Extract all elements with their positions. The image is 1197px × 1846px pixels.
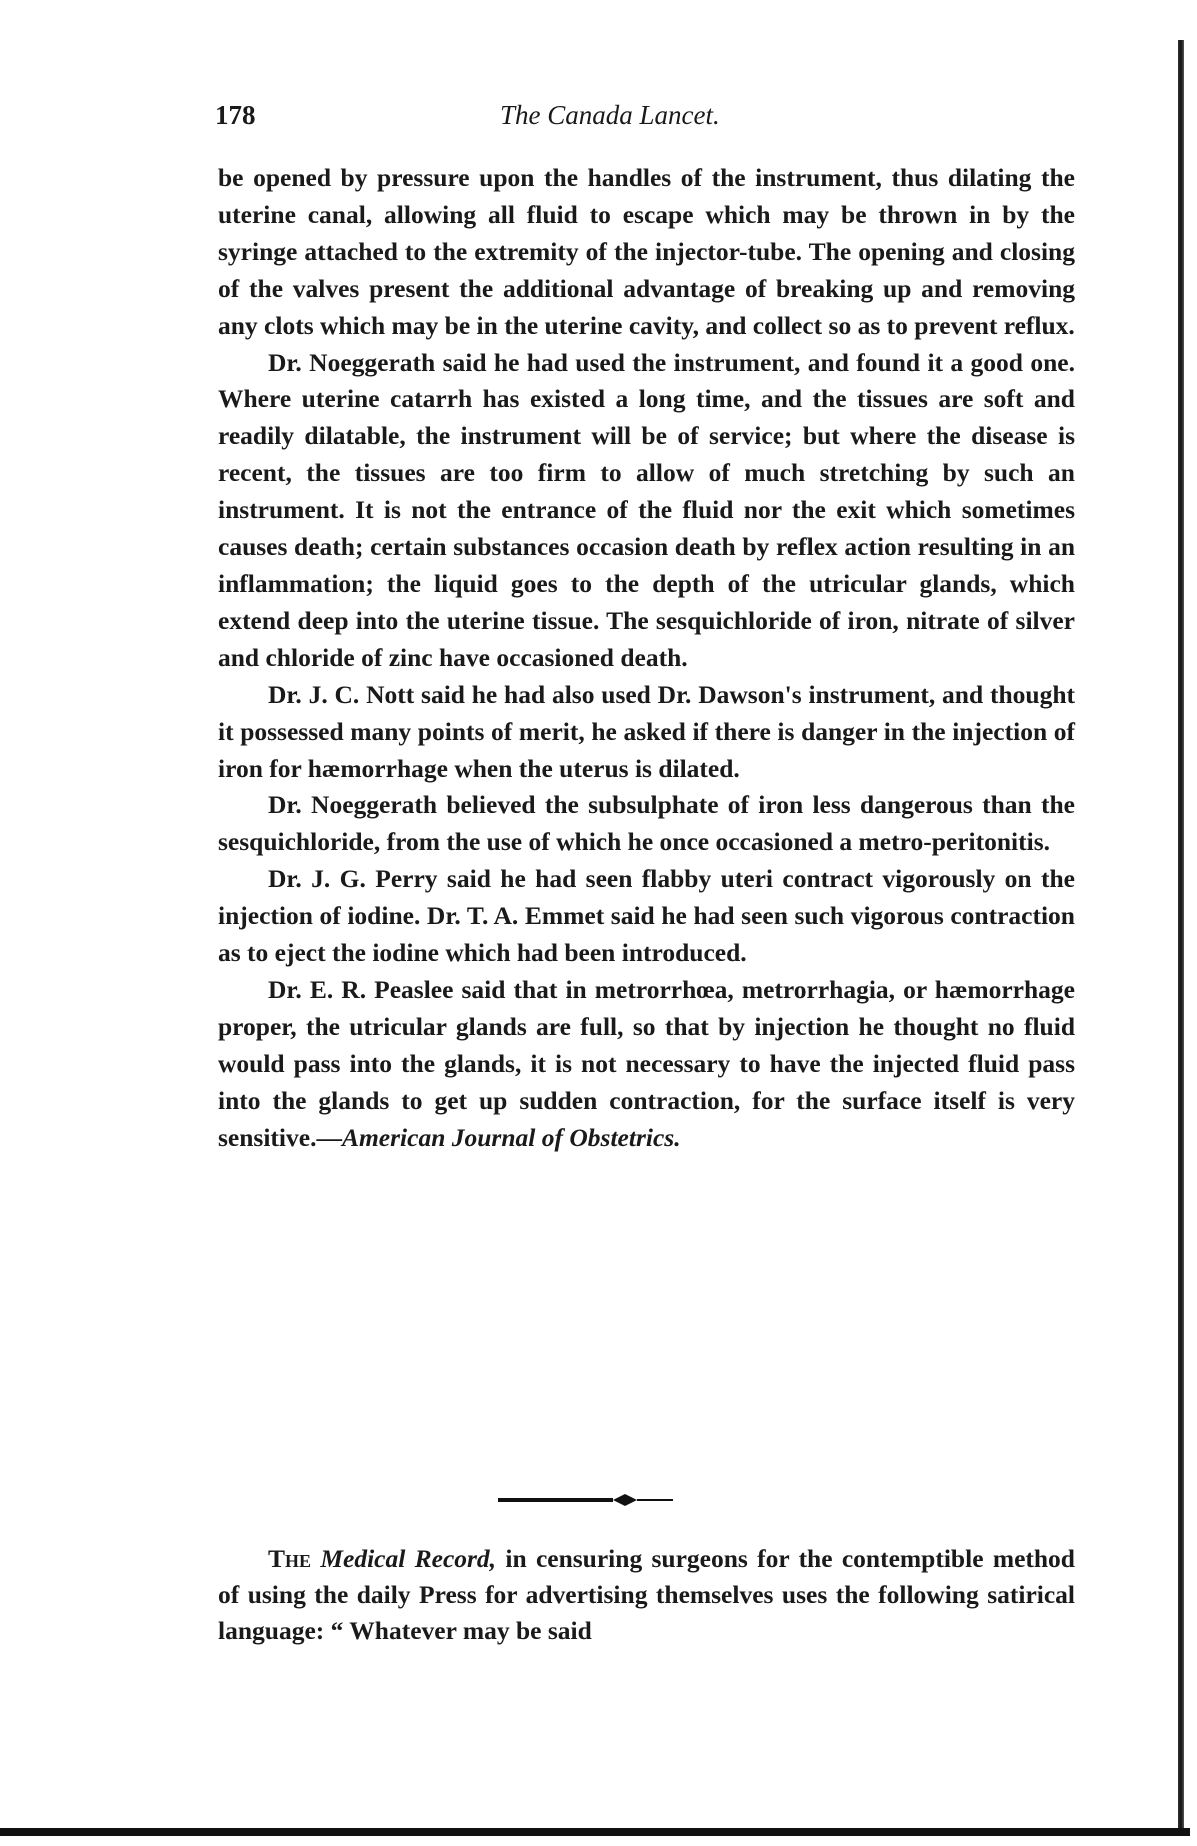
paragraph-noeggerath-reply: Dr. Noeggerath believed the subsulphate of iron less dangerous than the sesquichloride, from the use of which he once occasioned a metro-peritonitis. [218,790,1075,857]
section-divider-ornament [493,1490,793,1510]
peaslee-text: Dr. E. R. Peaslee said that in metrorrhœa, metrorrhagia, or hæmorrhage proper, the utricular glands are full, so that by injection he thought no fluid would pass into the glands, it is not necessary to have the injected fluid pass into the glands to get up sudden contraction, for the surface itself is very sensitive.— [218,974,1075,1152]
paragraph-continuation: be opened by pressure upon the handles of the instrument, thus dilating the uterine canal, allowing all fluid to escape which may be thrown in by the syringe attached to the extremity of the injector-tube. The opening and closing of the valves present the additional advantage of breaking up and removing any clots which may be in the uterine cavity, and collect so as to prevent reflux. [218,163,1075,340]
article-body [218,160,1075,1156]
page-number: 178 [215,100,256,130]
ornament-diamond [613,1494,637,1506]
bottom-edge-rule [0,1828,1190,1836]
paragraph-peaslee [218,972,1075,1157]
paragraph-perry-emmet: Dr. J. G. Perry said he had seen flabby uteri contract vigorously on the injection of iodine. Dr. T. A. Emmet said he had seen such vigorous contraction as to eject the iodine which had been introduced. [218,864,1075,968]
paragraph-medical-record [218,1541,1075,1649]
running-head [215,100,1075,140]
journal-title: The Canada Lancet. [500,100,720,130]
medical-record-text: in censuring surgeons for the contemptible method of using the daily Press for advertising themselves uses the following satirical language: “ Whatever may be said [218,1544,1075,1645]
page-edge-rule [1178,40,1184,1835]
second-article [218,1541,1075,1649]
paragraph-noeggerath: Dr. Noeggerath said he had used the instrument, and found it a good one. Where uterine catarrh has existed a long time, and the tissues are soft and readily dilatable, the instrument will be of service; but where the disease is recent, the tissues are too firm to allow of much stretching by such an instrument. It is not the entrance of the fluid nor the exit which sometimes causes death; certain substances occasion death by reflex action resulting in an inflammation; the liquid goes to the depth of the utricular glands, which extend deep into the uterine tissue. The sesquichloride of iron, nitrate of silver and chloride of zinc have occasioned death. [218,347,1075,672]
citation: American Journal of Obstetrics. [341,1122,681,1152]
lead-word: The [268,1544,312,1573]
publication-name: Medical Record, [320,1544,497,1573]
paragraph-nott: Dr. J. C. Nott said he had also used Dr. Dawson's instrument, and thought it possessed many points of merit, he asked if there is danger in the injection of iron for hæmorrhage when the uterus is dilated. [218,679,1075,783]
